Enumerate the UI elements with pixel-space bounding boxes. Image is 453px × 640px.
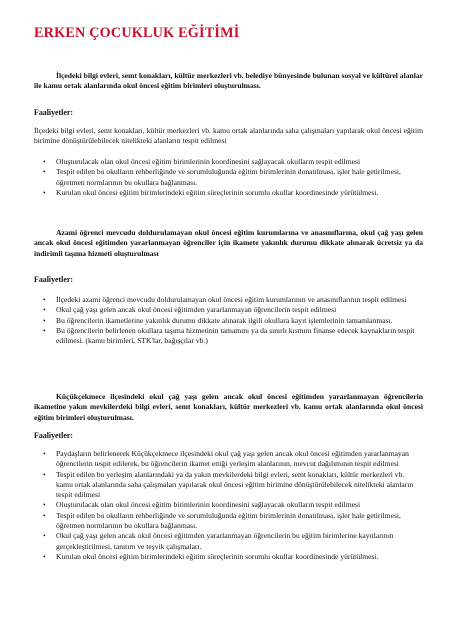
list-item [34,305,423,315]
document-title: ERKEN ÇOCUKLUK EĞİTİMİ [34,25,240,41]
bullet-icon: • [43,167,46,177]
list-item [34,326,423,347]
bullet-icon: • [43,157,46,166]
list-item-text: Tespit edilen bu okulların rehberliğinde ve sorumluluğunda eğitim birimlerinin donatılması, işler hale getirilmesi, öğretmen normlarının bu okullara bağlanması. [56,510,401,531]
bullet-icon: • [43,315,46,325]
list-item [34,470,423,501]
list-item-text: Tespit edilen bu yerleşim alanlarındaki ya da yakın mevkilerdeki bilgi evleri, semt konakları, kültür merkezleri vb. kamu ortak alanlarında saha çalışmaları yapılarak okul öncesi eğitim birimine dönüştürülebilecek nitelikteki alanların tespit edilmesi [56,469,414,500]
section3-bullet-list [34,449,423,562]
list-item-text: Bu öğrencilerin belirlenen okullara taşıma hizmetinin tamamını ya da sınırlı kısmını finanse edecek kaynakların tespit edilmesi. (kamu birimleri, STK'lar, bağışçılar vb.) [56,325,415,346]
list-item-text: Okul çağ yaşı gelen ancak okul öncesi eğitimden yararlanmayan öğrencilerin tespit edilmesi [56,305,337,315]
section2-bullet-list [34,295,423,346]
list-item [34,511,423,532]
bullet-icon: • [43,305,46,315]
bullet-icon: • [43,531,46,541]
list-item-text: Kurulan okul öncesi eğitim birimlerindeki eğitim süreçlerinin sorumlu okullar koordinesinde yürütülmesi. [56,187,379,197]
list-item-text: İlçedeki azami öğrenci mevcudu doldurulamayan okul öncesi eğitim kurumlarının ve anasınıflarının tespit edilmesi [56,295,407,304]
list-item-text: Oluşturulacak olan okul öncesi eğitim birimlerinin koordinesini sağlayacak okulların tespit edilmesi [56,500,361,510]
list-item [34,188,423,198]
list-item [34,531,423,552]
section3-intro: Küçükçekmece ilçesindeki okul çağ yaşı gelen ancak okul öncesi eğitimden yararlanmayan öğrencilerin ikametine yakın mevkilerdeki bilgi evleri, semt konakları, kültür merkezleri vb. kamu ortak alanlarında okul öncesi eğitim birimleri oluşturulması. [34,392,423,422]
list-item [34,295,423,305]
list-item [34,157,423,167]
bullet-icon: • [43,325,46,335]
list-item [34,500,423,510]
bullet-icon: • [43,500,46,510]
list-item [34,316,423,326]
section2-intro: Azami öğrenci mevcudu doldurulamayan okul öncesi eğitim kurumlarına ve anasınıflarına, okul çağ yaşı gelen ancak okul öncesi eğitimden yararlanmayan öğrenciler için ikamete yakınlık durumu dikkate alınarak ücretsiz ya da indirimli taşıma hizmeti oluşturulması [34,228,423,258]
list-item [34,552,423,562]
bullet-icon: • [43,295,46,304]
list-item-text: Tespit edilen bu okulların rehberliğinde ve sorumluluğunda eğitim birimlerinin donatılması, işler hale getirilmesi, öğretmen normlarının bu okullara bağlanması. [56,167,401,187]
list-item-text: Oluşturulacak olan okul öncesi eğitim birimlerinin koordinesini sağlayacak okulların tespit edilmesi [56,157,361,166]
bullet-icon: • [43,510,46,520]
section2-activities-heading: Faaliyetler: [34,275,73,284]
list-item [34,449,423,470]
section1-intro: İlçedeki bilgi evleri, semt konakları, kültür merkezleri vb. belediye bünyesinde bulunan sosyal ve kültürel alanlar ile kamu ortak alanlarında okul öncesi eğitim birimleri oluşturulması. [34,71,423,91]
list-item [34,167,423,188]
section1-bullet-list [34,157,423,198]
list-item-text: Okul çağ yaşı gelen ancak okul öncesi eğitimden yararlanmayan öğrencilerin bu eğitim birimlerine kayıtlarının gerçekleştirilmesi, tanıtım ve teşvik çalışmaları. [56,531,394,551]
bullet-icon: • [43,187,46,197]
section1-activities-heading: Faaliyetler: [34,108,73,117]
list-item-text: Kurulan okul öncesi eğitim birimlerindeki eğitim süreçlerinin sorumlu okullar koordinesinde yürütülmesi. [56,551,379,561]
bullet-icon: • [43,449,46,458]
bullet-icon: • [43,469,46,479]
section1-activities-text: İlçedeki bilgi evleri, semt konakları, kültür merkezleri vb. kamu ortak alanlarında saha çalışmaları yapılarak okul öncesi eğitim birimine dönüştürülebilecek nitelikteki alanların tespit edilmesi [34,126,423,146]
list-item-text: Bu öğrencilerin ikametlerine yakınlık durumu dikkate alınarak ilgili okullara kayıt işlemlerinin tamamlanması. [56,315,393,325]
list-item-text: Paydaşların belirlenerek Küçükçekmece ilçesindeki okul çağ yaşı gelen ancak okul öncesi eğitimden yararlanmayan öğrencilerin tespit edilerek, bu öğrencilerin ikamet ettiği yerleşim alanlarının, mevcut dağılımının tespit edilmesi [56,449,409,469]
section3-activities-heading: Faaliyetler: [34,431,73,440]
bullet-icon: • [43,551,46,561]
